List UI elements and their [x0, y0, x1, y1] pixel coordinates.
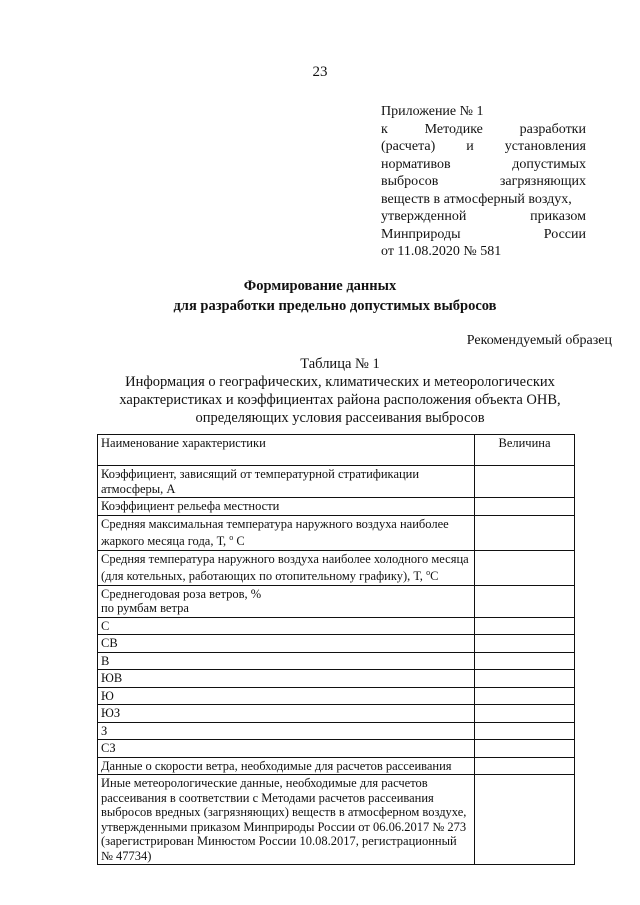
- table-row: [98, 687, 575, 705]
- appendix-word: установления: [504, 139, 586, 154]
- appendix-word: России: [543, 226, 586, 242]
- appendix-line-5: веществ в атмосферный воздух,: [381, 191, 572, 207]
- appendix-word: (расчета): [381, 139, 436, 154]
- characteristics-table: [97, 434, 575, 865]
- row-text: по румбам ветра: [101, 601, 189, 616]
- table-caption-line-1: Информация о географических, климатических и метеорологических: [125, 374, 555, 390]
- page-number: 23: [312, 64, 328, 80]
- unit-text: С: [430, 569, 439, 584]
- row-value-cell: [475, 705, 575, 723]
- row-value-cell: [475, 635, 575, 653]
- wind-direction-label: З: [98, 722, 475, 740]
- appendix-word: к: [381, 121, 388, 137]
- wind-direction-label: Ю: [98, 687, 475, 705]
- row-value-cell: [475, 775, 575, 865]
- table-row: [98, 498, 575, 516]
- row-text: Среднегодовая роза ветров, %: [101, 586, 262, 601]
- table-row: [98, 670, 575, 688]
- row-value-cell: [475, 617, 575, 635]
- row-label: Иные метеорологические данные, необходимые для расчетов рассеивания в соответствии с Методами расчетов рассеивания выбросов вредных (загрязняющих) веществ в атмосферном воздухе, утвержденными приказом Минприроды России от 06.06.2017 № 273 (зарегистрирован Минюстом России 10.08.2017, регистрационный № 47734): [98, 775, 475, 865]
- row-value-cell: [475, 757, 575, 775]
- row-text: Средняя максимальная температура наружного воздуха наиболее жаркого месяца года, Т,: [101, 516, 449, 549]
- row-label: [98, 585, 475, 617]
- appendix-word: Минприроды: [381, 226, 461, 242]
- row-value-cell: [475, 585, 575, 617]
- table-row: [98, 585, 575, 617]
- table-row: [98, 740, 575, 758]
- row-value-cell: [475, 466, 575, 498]
- row-text: Средняя температура наружного воздуха наиболее холодного месяца (для котельных, работающих по отопительному графику), Т,: [101, 551, 469, 584]
- appendix-word: разработки: [519, 121, 586, 137]
- row-label: Данные о скорости ветра, необходимые для расчетов рассеивания: [98, 757, 475, 775]
- appendix-word: утвержденной: [381, 209, 467, 224]
- appendix-title: Приложение № 1: [381, 104, 484, 119]
- row-label: [98, 515, 475, 550]
- document-heading: [0, 276, 640, 316]
- appendix-line-4: [381, 173, 586, 191]
- table-row: [98, 466, 575, 498]
- heading-line-1: Формирование данных: [243, 278, 397, 294]
- table-number: Таблица № 1: [300, 356, 380, 372]
- wind-direction-label: В: [98, 652, 475, 670]
- appendix-word: загрязняющих: [499, 174, 586, 189]
- wind-direction-label: СЗ: [98, 740, 475, 758]
- appendix-line-6: [381, 208, 586, 226]
- degree-mark: о: [426, 568, 431, 578]
- table-caption-line-3: определяющих условия рассеивания выбросов: [195, 410, 485, 426]
- table-row: [98, 722, 575, 740]
- table-row: [98, 652, 575, 670]
- unit-text: С: [233, 534, 245, 549]
- row-value-cell: [475, 670, 575, 688]
- appendix-block: [381, 103, 586, 261]
- table-row: [98, 617, 575, 635]
- appendix-word: нормативов: [381, 156, 451, 172]
- row-value-cell: [475, 687, 575, 705]
- row-value-cell: [475, 498, 575, 516]
- header-value-cell: Величина: [475, 435, 575, 466]
- heading-line-2: для разработки предельно допустимых выбросов: [173, 298, 497, 314]
- table-row: [98, 515, 575, 550]
- header-name-cell: Наименование характеристики: [98, 435, 475, 466]
- table-header-row: [98, 435, 575, 466]
- row-value-cell: [475, 652, 575, 670]
- row-value-cell: [475, 740, 575, 758]
- table-title: [60, 355, 620, 427]
- appendix-word: и: [466, 139, 474, 154]
- table-row: [98, 550, 575, 585]
- row-label: Коэффициент, зависящий от температурной стратификации атмосферы, А: [98, 466, 475, 498]
- table-caption-line-2: характеристиках и коэффициентах района расположения объекта ОНВ,: [119, 392, 561, 408]
- wind-direction-label: ЮВ: [98, 670, 475, 688]
- wind-direction-label: С: [98, 617, 475, 635]
- table-row: [98, 705, 575, 723]
- appendix-line-1: [381, 121, 586, 139]
- row-label: Коэффициент рельефа местности: [98, 498, 475, 516]
- appendix-word: допустимых: [512, 156, 586, 172]
- table-row: [98, 775, 575, 865]
- appendix-line-3: [381, 156, 586, 174]
- recommended-sample-label: Рекомендуемый образец: [466, 333, 612, 348]
- wind-direction-label: ЮЗ: [98, 705, 475, 723]
- row-label: [98, 550, 475, 585]
- appendix-line-8: от 11.08.2020 № 581: [381, 244, 502, 259]
- degree-mark: о: [229, 533, 234, 542]
- table-row: [98, 635, 575, 653]
- appendix-word: выбросов: [381, 174, 439, 189]
- table-row: [98, 757, 575, 775]
- appendix-line-2: [381, 138, 586, 156]
- appendix-word: приказом: [530, 209, 586, 224]
- row-value-cell: [475, 515, 575, 550]
- wind-direction-label: СВ: [98, 635, 475, 653]
- appendix-word: Методике: [424, 121, 483, 137]
- row-value-cell: [475, 550, 575, 585]
- row-value-cell: [475, 722, 575, 740]
- appendix-line-7: [381, 226, 586, 244]
